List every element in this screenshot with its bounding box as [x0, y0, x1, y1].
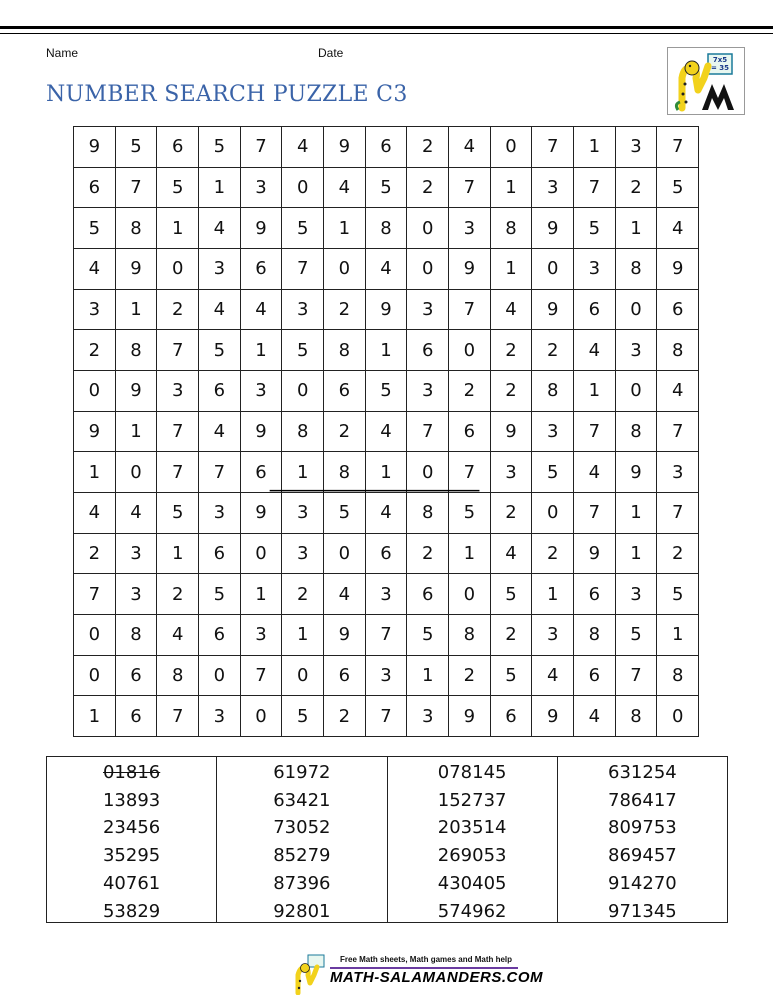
grid-cell[interactable]: 3	[616, 127, 658, 168]
grid-cell[interactable]: 9	[241, 208, 283, 249]
target-number: 23456	[102, 817, 161, 839]
grid-cell[interactable]: 3	[532, 615, 574, 656]
grid-cell[interactable]: 8	[116, 330, 158, 371]
grid-cell[interactable]: 0	[407, 208, 449, 249]
grid-cell[interactable]: 6	[324, 656, 366, 697]
grid-cell[interactable]: 1	[74, 452, 116, 493]
grid-cell[interactable]: 3	[616, 330, 658, 371]
grid-cell[interactable]: 7	[407, 412, 449, 453]
grid-cell[interactable]: 4	[657, 208, 699, 249]
grid-cell[interactable]: 7	[657, 127, 699, 168]
grid-cell[interactable]: 8	[324, 330, 366, 371]
grid-cell[interactable]: 3	[616, 574, 658, 615]
grid-cell[interactable]: 4	[366, 412, 408, 453]
grid-cell[interactable]: 5	[116, 127, 158, 168]
grid-cell[interactable]: 1	[324, 208, 366, 249]
grid-cell[interactable]: 0	[74, 371, 116, 412]
grid-cell[interactable]: 6	[407, 574, 449, 615]
grid-cell[interactable]: 5	[407, 615, 449, 656]
grid-cell[interactable]: 4	[116, 493, 158, 534]
grid-cell[interactable]: 7	[449, 290, 491, 331]
target-number: 152737	[437, 789, 507, 811]
grid-cell[interactable]: 0	[491, 127, 533, 168]
grid-cell[interactable]: 7	[157, 330, 199, 371]
grid-cell[interactable]: 3	[491, 452, 533, 493]
grid-cell[interactable]: 8	[616, 249, 658, 290]
grid-cell[interactable]: 2	[616, 168, 658, 209]
grid-cell[interactable]: 3	[199, 249, 241, 290]
grid-cell[interactable]: 2	[657, 534, 699, 575]
grid-cell[interactable]: 9	[324, 615, 366, 656]
grid-cell[interactable]: 5	[366, 371, 408, 412]
target-number: 914270	[608, 872, 677, 894]
grid-cell[interactable]: 2	[449, 656, 491, 697]
grid-cell[interactable]: 1	[574, 371, 616, 412]
grid-cell[interactable]: 0	[116, 452, 158, 493]
grid-cell[interactable]: 8	[366, 208, 408, 249]
grid-cell[interactable]: 7	[282, 249, 324, 290]
grid-cell[interactable]: 9	[116, 249, 158, 290]
grid-cell[interactable]: 2	[449, 371, 491, 412]
grid-cell[interactable]: 9	[616, 452, 658, 493]
grid-cell[interactable]: 1	[366, 452, 408, 493]
target-number: 430405	[437, 872, 507, 894]
grid-cell[interactable]: 5	[449, 493, 491, 534]
grid-cell[interactable]: 2	[491, 330, 533, 371]
grid-cell[interactable]: 4	[324, 574, 366, 615]
grid-cell[interactable]: 0	[532, 493, 574, 534]
grid-cell[interactable]: 1	[157, 534, 199, 575]
grid-cell[interactable]: 4	[449, 127, 491, 168]
grid-cell[interactable]: 5	[282, 330, 324, 371]
grid-cell[interactable]: 7	[157, 696, 199, 737]
grid-cell[interactable]: 6	[116, 696, 158, 737]
grid-cell[interactable]: 0	[407, 249, 449, 290]
grid-cell[interactable]: 3	[657, 452, 699, 493]
grid-cell[interactable]: 4	[199, 412, 241, 453]
grid-cell[interactable]: 4	[74, 249, 116, 290]
target-number: 63421	[273, 789, 331, 811]
grid-cell[interactable]: 3	[116, 574, 158, 615]
target-number: 85279	[273, 845, 331, 867]
grid-cell[interactable]: 1	[116, 290, 158, 331]
grid-cell[interactable]: 6	[407, 330, 449, 371]
grid-cell[interactable]: 7	[657, 493, 699, 534]
badge-line-2: = 35	[710, 64, 730, 72]
grid-cell[interactable]: 5	[199, 574, 241, 615]
grid-cell[interactable]: 1	[407, 656, 449, 697]
grid-cell[interactable]: 8	[532, 371, 574, 412]
grid-cell[interactable]: 3	[532, 168, 574, 209]
grid-cell[interactable]: 1	[74, 696, 116, 737]
grid-cell[interactable]: 2	[407, 127, 449, 168]
grid-cell[interactable]: 9	[657, 249, 699, 290]
grid-cell[interactable]: 3	[407, 696, 449, 737]
grid-cell[interactable]: 1	[282, 452, 324, 493]
grid-cell[interactable]: 2	[491, 371, 533, 412]
grid-cell[interactable]: 6	[199, 615, 241, 656]
grid-cell[interactable]: 1	[532, 574, 574, 615]
grid-cell[interactable]: 0	[199, 656, 241, 697]
date-label: Date	[318, 46, 344, 60]
grid-cell[interactable]: 2	[157, 290, 199, 331]
grid-cell[interactable]: 8	[407, 493, 449, 534]
grid-cell[interactable]: 8	[616, 696, 658, 737]
grid-cell[interactable]: 9	[74, 412, 116, 453]
grid-cell[interactable]: 6	[366, 127, 408, 168]
grid-cell[interactable]: 5	[657, 168, 699, 209]
grid-cell[interactable]: 4	[366, 493, 408, 534]
number-list-column	[47, 757, 217, 922]
grid-cell[interactable]: 6	[574, 290, 616, 331]
grid-cell[interactable]: 2	[532, 330, 574, 371]
grid-cell[interactable]: 6	[199, 534, 241, 575]
grid-cell[interactable]: 4	[199, 290, 241, 331]
target-number: 92801	[273, 900, 331, 922]
grid-cell[interactable]: 5	[282, 208, 324, 249]
target-number: 574962	[437, 900, 507, 922]
grid-cell[interactable]: 5	[199, 330, 241, 371]
grid-cell[interactable]: 2	[407, 534, 449, 575]
grid-cell[interactable]: 4	[199, 208, 241, 249]
grid-cell[interactable]: 4	[657, 371, 699, 412]
grid-cell[interactable]: 0	[449, 574, 491, 615]
grid-cell[interactable]: 4	[241, 290, 283, 331]
grid-cell[interactable]: 0	[616, 371, 658, 412]
target-number: 786417	[608, 789, 677, 811]
grid-cell[interactable]: 7	[657, 412, 699, 453]
target-number: 40761	[102, 872, 161, 894]
grid-cell[interactable]: 2	[324, 412, 366, 453]
grid-cell[interactable]: 3	[449, 208, 491, 249]
grid-cell[interactable]: 6	[574, 656, 616, 697]
grid-cell[interactable]: 2	[491, 493, 533, 534]
grid-cell[interactable]: 2	[532, 534, 574, 575]
grid-cell[interactable]: 4	[491, 290, 533, 331]
grid-cell[interactable]: 7	[574, 493, 616, 534]
grid-cell[interactable]: 8	[616, 412, 658, 453]
target-number: 61972	[273, 762, 331, 783]
page-title: NUMBER SEARCH PUZZLE C3	[46, 82, 408, 107]
grid-cell[interactable]: 4	[366, 249, 408, 290]
top-rule-thin	[0, 33, 773, 34]
grid-cell[interactable]: 7	[157, 452, 199, 493]
grid-cell[interactable]: 5	[157, 493, 199, 534]
grid-cell[interactable]: 2	[74, 534, 116, 575]
grid-cell[interactable]: 5	[532, 452, 574, 493]
grid-cell[interactable]: 6	[74, 168, 116, 209]
grid-cell[interactable]: 7	[532, 127, 574, 168]
grid-cell[interactable]: 5	[574, 208, 616, 249]
grid-cell[interactable]: 3	[282, 290, 324, 331]
grid-cell[interactable]: 2	[324, 290, 366, 331]
number-list-column	[558, 757, 727, 922]
grid-cell[interactable]: 3	[241, 168, 283, 209]
grid-cell[interactable]: 4	[574, 330, 616, 371]
target-number: 87396	[273, 872, 331, 894]
grid-cell[interactable]: 1	[199, 168, 241, 209]
grid-cell[interactable]: 2	[407, 168, 449, 209]
grid-cell[interactable]: 3	[199, 493, 241, 534]
grid-cell[interactable]: 1	[241, 330, 283, 371]
grid-cell[interactable]: 8	[657, 330, 699, 371]
grid-cell[interactable]: 0	[282, 656, 324, 697]
grid-cell[interactable]: 3	[157, 371, 199, 412]
grid-cell[interactable]: 2	[491, 615, 533, 656]
target-number: 269053	[437, 845, 507, 867]
grid-cell[interactable]: 5	[282, 696, 324, 737]
grid-cell[interactable]: 6	[574, 574, 616, 615]
grid-cell[interactable]: 5	[324, 493, 366, 534]
grid-cell[interactable]: 3	[116, 534, 158, 575]
target-number: 35295	[102, 845, 161, 867]
grid-cell[interactable]: 3	[241, 615, 283, 656]
footer-site-name: MATH-SALAMANDERS.COM	[330, 969, 544, 986]
number-list	[46, 756, 728, 923]
grid-cell[interactable]: 4	[324, 168, 366, 209]
grid-cell[interactable]: 9	[532, 290, 574, 331]
grid-cell[interactable]: 8	[574, 615, 616, 656]
grid-cell[interactable]: 1	[616, 534, 658, 575]
grid-cell[interactable]: 8	[449, 615, 491, 656]
grid-cell[interactable]: 9	[532, 208, 574, 249]
target-number: 971345	[608, 900, 677, 922]
grid-cell[interactable]: 0	[241, 534, 283, 575]
grid-cell[interactable]: 1	[574, 127, 616, 168]
grid-cell[interactable]: 5	[366, 168, 408, 209]
footer-tagline: Free Math sheets, Math games and Math help	[340, 955, 513, 964]
grid-cell[interactable]: 2	[74, 330, 116, 371]
grid-cell[interactable]: 1	[616, 493, 658, 534]
grid-cell[interactable]: 3	[199, 696, 241, 737]
grid-cell[interactable]: 8	[282, 412, 324, 453]
grid-cell[interactable]: 3	[407, 371, 449, 412]
grid-cell[interactable]: 6	[199, 371, 241, 412]
grid-cell[interactable]: 7	[241, 127, 283, 168]
grid-cell[interactable]: 3	[366, 656, 408, 697]
target-number: 809753	[608, 817, 677, 839]
grid-cell[interactable]: 7	[366, 615, 408, 656]
grid-cell[interactable]: 9	[449, 696, 491, 737]
target-number: 631254	[608, 762, 677, 783]
grid-cell[interactable]: 9	[532, 696, 574, 737]
grid-cell[interactable]: 0	[324, 249, 366, 290]
target-number: 869457	[608, 845, 677, 867]
footer-branding	[290, 953, 544, 995]
grid-cell[interactable]: 8	[116, 615, 158, 656]
name-label: Name	[46, 46, 79, 60]
grid-cell[interactable]: 0	[241, 696, 283, 737]
grid-cell[interactable]: 1	[366, 330, 408, 371]
grid-cell[interactable]: 0	[657, 696, 699, 737]
grid-cell[interactable]: 0	[74, 615, 116, 656]
grid-cell[interactable]: 7	[616, 656, 658, 697]
grid-cell[interactable]: 8	[116, 208, 158, 249]
grid-cell[interactable]: 3	[282, 534, 324, 575]
grid-cell[interactable]: 9	[324, 127, 366, 168]
grid-cell[interactable]: 6	[116, 656, 158, 697]
grid-cell[interactable]: 3	[532, 412, 574, 453]
grid-cell[interactable]: 6	[241, 249, 283, 290]
footer-salamander-icon	[290, 953, 330, 995]
grid-cell[interactable]: 3	[574, 249, 616, 290]
grid-cell[interactable]: 0	[407, 452, 449, 493]
grid-cell[interactable]: 4	[74, 493, 116, 534]
grid-cell[interactable]: 9	[116, 371, 158, 412]
grid-cell[interactable]: 8	[157, 656, 199, 697]
grid-cell[interactable]: 9	[574, 534, 616, 575]
salamander-logo-icon	[668, 48, 744, 114]
grid-cell[interactable]: 6	[366, 534, 408, 575]
grid-cell[interactable]: 1	[157, 208, 199, 249]
grid-cell[interactable]: 7	[449, 452, 491, 493]
grid-cell[interactable]: 8	[324, 452, 366, 493]
grid-cell[interactable]: 0	[157, 249, 199, 290]
grid-cell[interactable]: 5	[199, 127, 241, 168]
grid-cell[interactable]: 6	[241, 452, 283, 493]
grid-cell[interactable]: 7	[574, 412, 616, 453]
top-rule-thick	[0, 26, 773, 29]
grid-cell[interactable]: 3	[74, 290, 116, 331]
grid-cell[interactable]: 1	[616, 208, 658, 249]
grid-cell[interactable]: 1	[116, 412, 158, 453]
grid-cell[interactable]: 6	[491, 696, 533, 737]
target-number: 13893	[102, 789, 161, 811]
grid-cell[interactable]: 3	[241, 371, 283, 412]
grid-cell[interactable]: 2	[157, 574, 199, 615]
grid-cell[interactable]: 1	[241, 574, 283, 615]
grid-cell[interactable]: 0	[282, 371, 324, 412]
grid-cell[interactable]: 9	[366, 290, 408, 331]
grid-cell[interactable]: 7	[199, 452, 241, 493]
grid-cell[interactable]: 4	[491, 534, 533, 575]
target-number: 078145	[437, 762, 507, 783]
grid-cell[interactable]: 5	[491, 574, 533, 615]
target-number: 53829	[102, 900, 161, 922]
grid-cell[interactable]: 3	[282, 493, 324, 534]
grid-cell[interactable]: 1	[449, 534, 491, 575]
target-number: 203514	[437, 817, 507, 839]
grid-cell[interactable]: 5	[74, 208, 116, 249]
grid-cell[interactable]: 9	[449, 249, 491, 290]
grid-cell[interactable]: 0	[532, 249, 574, 290]
grid-cell[interactable]: 6	[324, 371, 366, 412]
grid-cell[interactable]: 0	[282, 168, 324, 209]
grid-cell[interactable]: 0	[74, 656, 116, 697]
grid-cell[interactable]: 4	[157, 615, 199, 656]
grid-cell[interactable]: 9	[491, 412, 533, 453]
grid-cell[interactable]: 4	[574, 696, 616, 737]
grid-cell[interactable]: 3	[366, 574, 408, 615]
grid-cell[interactable]: 1	[491, 168, 533, 209]
grid-cell[interactable]: 5	[157, 168, 199, 209]
target-number: 73052	[273, 817, 331, 839]
grid-cell[interactable]: 2	[282, 574, 324, 615]
badge-line-1: 7x5	[712, 56, 728, 64]
grid-cell[interactable]: 1	[657, 615, 699, 656]
grid-cell[interactable]: 8	[491, 208, 533, 249]
grid-cell[interactable]: 4	[282, 127, 324, 168]
grid-cell[interactable]: 5	[616, 615, 658, 656]
grid-cell[interactable]: 4	[574, 452, 616, 493]
grid-cell[interactable]: 7	[116, 168, 158, 209]
grid-cell[interactable]: 9	[74, 127, 116, 168]
number-list-column	[388, 757, 558, 922]
grid-cell[interactable]: 7	[574, 168, 616, 209]
grid-cell[interactable]: 0	[449, 330, 491, 371]
grid-cell[interactable]: 6	[657, 290, 699, 331]
grid-cell[interactable]: 4	[532, 656, 574, 697]
grid-cell[interactable]: 7	[241, 656, 283, 697]
grid-cell[interactable]: 2	[324, 696, 366, 737]
target-number: 01816	[102, 762, 161, 783]
grid-cell[interactable]: 1	[491, 249, 533, 290]
grid-cell[interactable]: 5	[491, 656, 533, 697]
grid-cell[interactable]: 6	[157, 127, 199, 168]
grid-cell[interactable]: 0	[616, 290, 658, 331]
grid-cell[interactable]: 3	[407, 290, 449, 331]
grid-cell[interactable]: 5	[657, 574, 699, 615]
grid-cell[interactable]: 0	[324, 534, 366, 575]
grid-cell[interactable]: 6	[449, 412, 491, 453]
number-list-column	[217, 757, 387, 922]
grid-cell[interactable]: 1	[282, 615, 324, 656]
grid-cell[interactable]: 9	[241, 493, 283, 534]
grid-cell[interactable]: 7	[157, 412, 199, 453]
grid-cell[interactable]: 7	[74, 574, 116, 615]
grid-cell[interactable]: 7	[449, 168, 491, 209]
grid-cell[interactable]: 7	[366, 696, 408, 737]
salamander-logo	[667, 47, 745, 115]
grid-cell[interactable]: 9	[241, 412, 283, 453]
grid-cell[interactable]: 8	[657, 656, 699, 697]
number-grid	[73, 126, 699, 737]
